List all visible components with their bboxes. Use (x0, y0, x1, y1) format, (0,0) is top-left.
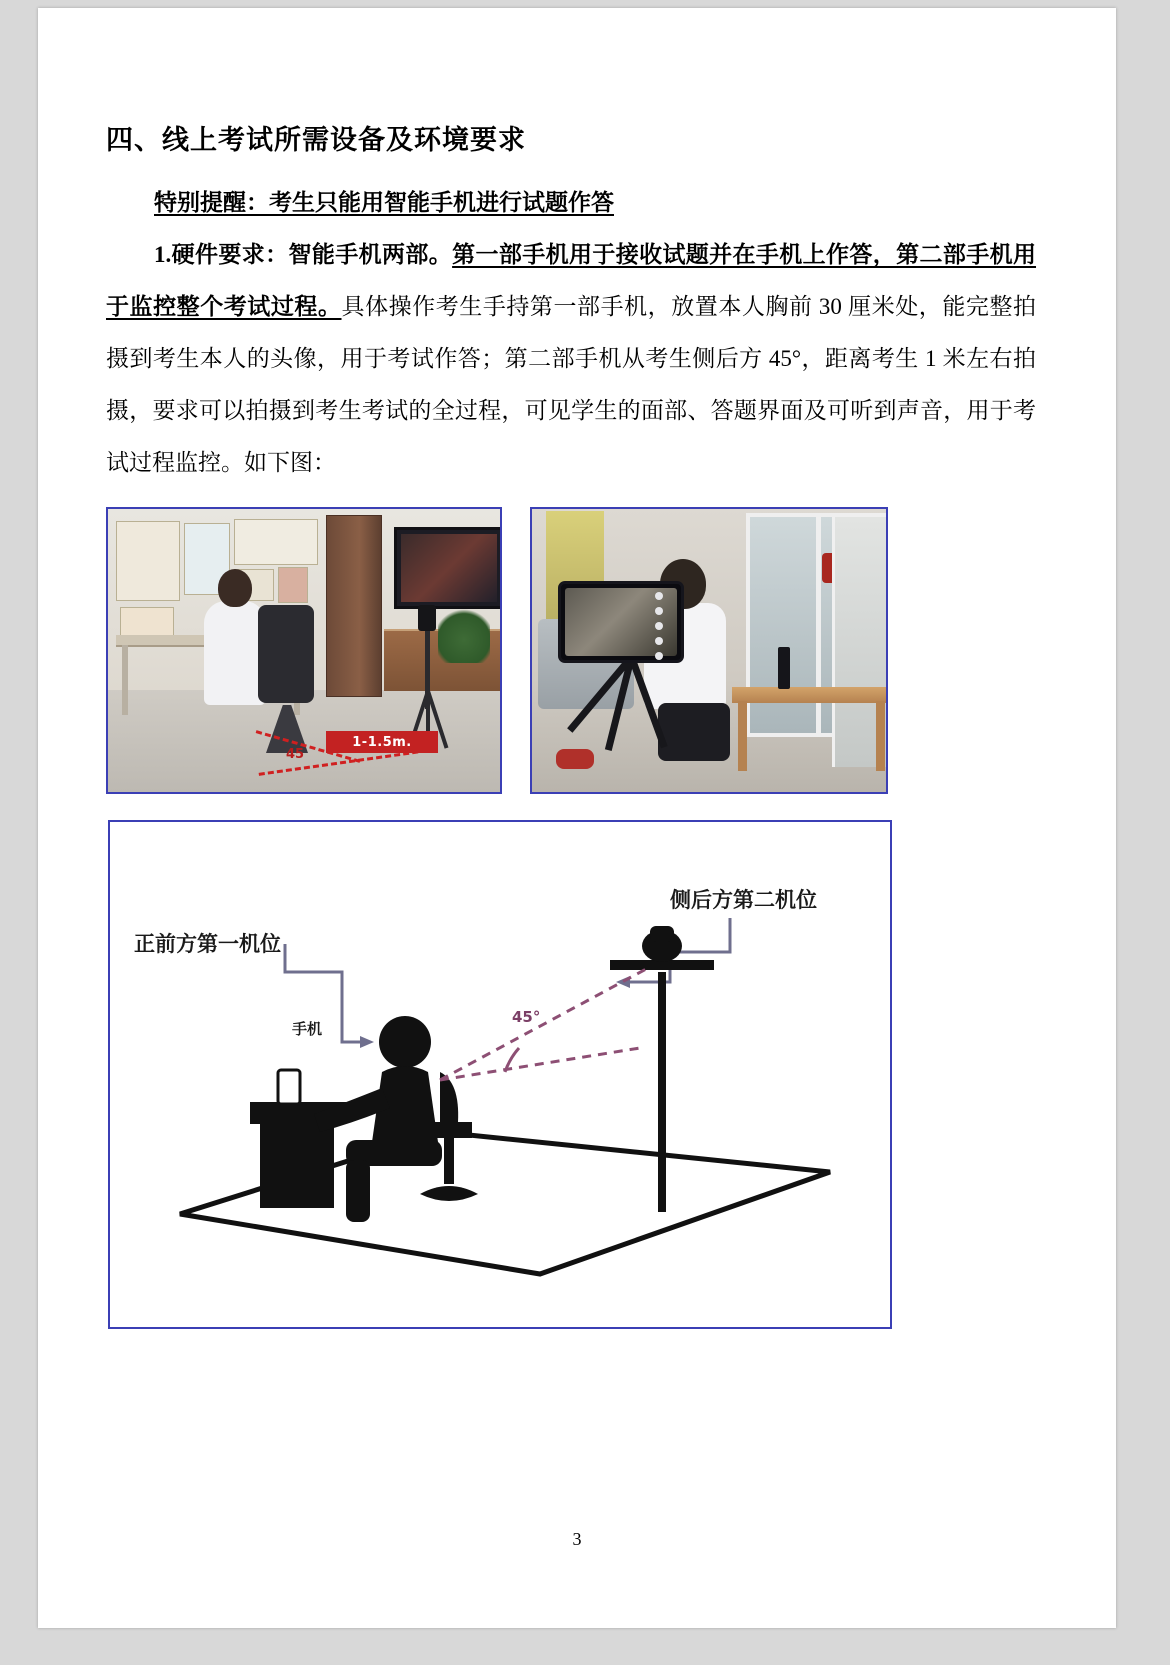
diagram-label-angle: 45° (512, 1008, 541, 1026)
desk-leg (738, 701, 747, 771)
hardware-underlined: 第一部手机用于接收试题并在手机上作答，第二部手机用于监控整个考试过程。 (106, 242, 1037, 319)
diagram-label-second-position: 侧后方第二机位 (670, 888, 817, 912)
document-page (38, 8, 1116, 1628)
wall-television (394, 527, 502, 609)
first-position-phone (778, 647, 790, 689)
classroom-door (326, 515, 382, 697)
diagram-label-phone: 手机 (292, 1020, 323, 1038)
figure-setup-diagram (108, 820, 892, 1329)
special-reminder (106, 177, 1036, 229)
tripod-leg (628, 656, 667, 749)
figure-home-photo (530, 507, 888, 794)
desk-leg (876, 701, 885, 771)
diagram-illustration (110, 822, 886, 1323)
hardware-body: 具体操作考生手持第一部手机，放置本人胸前 30 厘米处，能完整拍摄到考生本人的头像，用于考试作答；第二部手机从考生侧后方 45°，距离考生 1 米左右拍摄，要求可以拍摄到考生考试的全过程，可见学生的面部、答题界面及可听到声音，用于考试过程监控。如下图： (106, 294, 1037, 475)
angle-annotation: 45 (286, 747, 305, 762)
page-content (106, 118, 1036, 1329)
distance-annotation: 1-1.5m. (326, 731, 438, 753)
diagram-label-first-position: 正前方第一机位 (134, 932, 281, 956)
wall-poster (278, 567, 308, 603)
wall-poster (234, 519, 318, 565)
page-title: 四、线上考试所需设备及环境要求 (106, 125, 526, 156)
photo-row (106, 507, 1036, 794)
shoes (556, 749, 594, 769)
wall-poster (116, 521, 180, 601)
special-reminder-text: 特别提醒：考生只能用智能手机进行试题作答 (154, 190, 614, 215)
wooden-desk (732, 687, 888, 703)
examinee-head (218, 569, 252, 607)
office-chair-back (258, 605, 314, 703)
camera-tripod (576, 657, 686, 767)
figure-classroom-photo (106, 507, 502, 794)
mounted-phone (418, 605, 436, 631)
phone-ui-dots (655, 592, 673, 650)
page-number: 3 (572, 1529, 582, 1549)
hardware-lead: 1.硬件要求：智能手机两部。 (154, 242, 453, 267)
monitoring-phone (558, 581, 684, 663)
desk-leg (122, 645, 128, 715)
hardware-requirement-paragraph (106, 229, 1036, 489)
seated-examinee (204, 601, 266, 705)
